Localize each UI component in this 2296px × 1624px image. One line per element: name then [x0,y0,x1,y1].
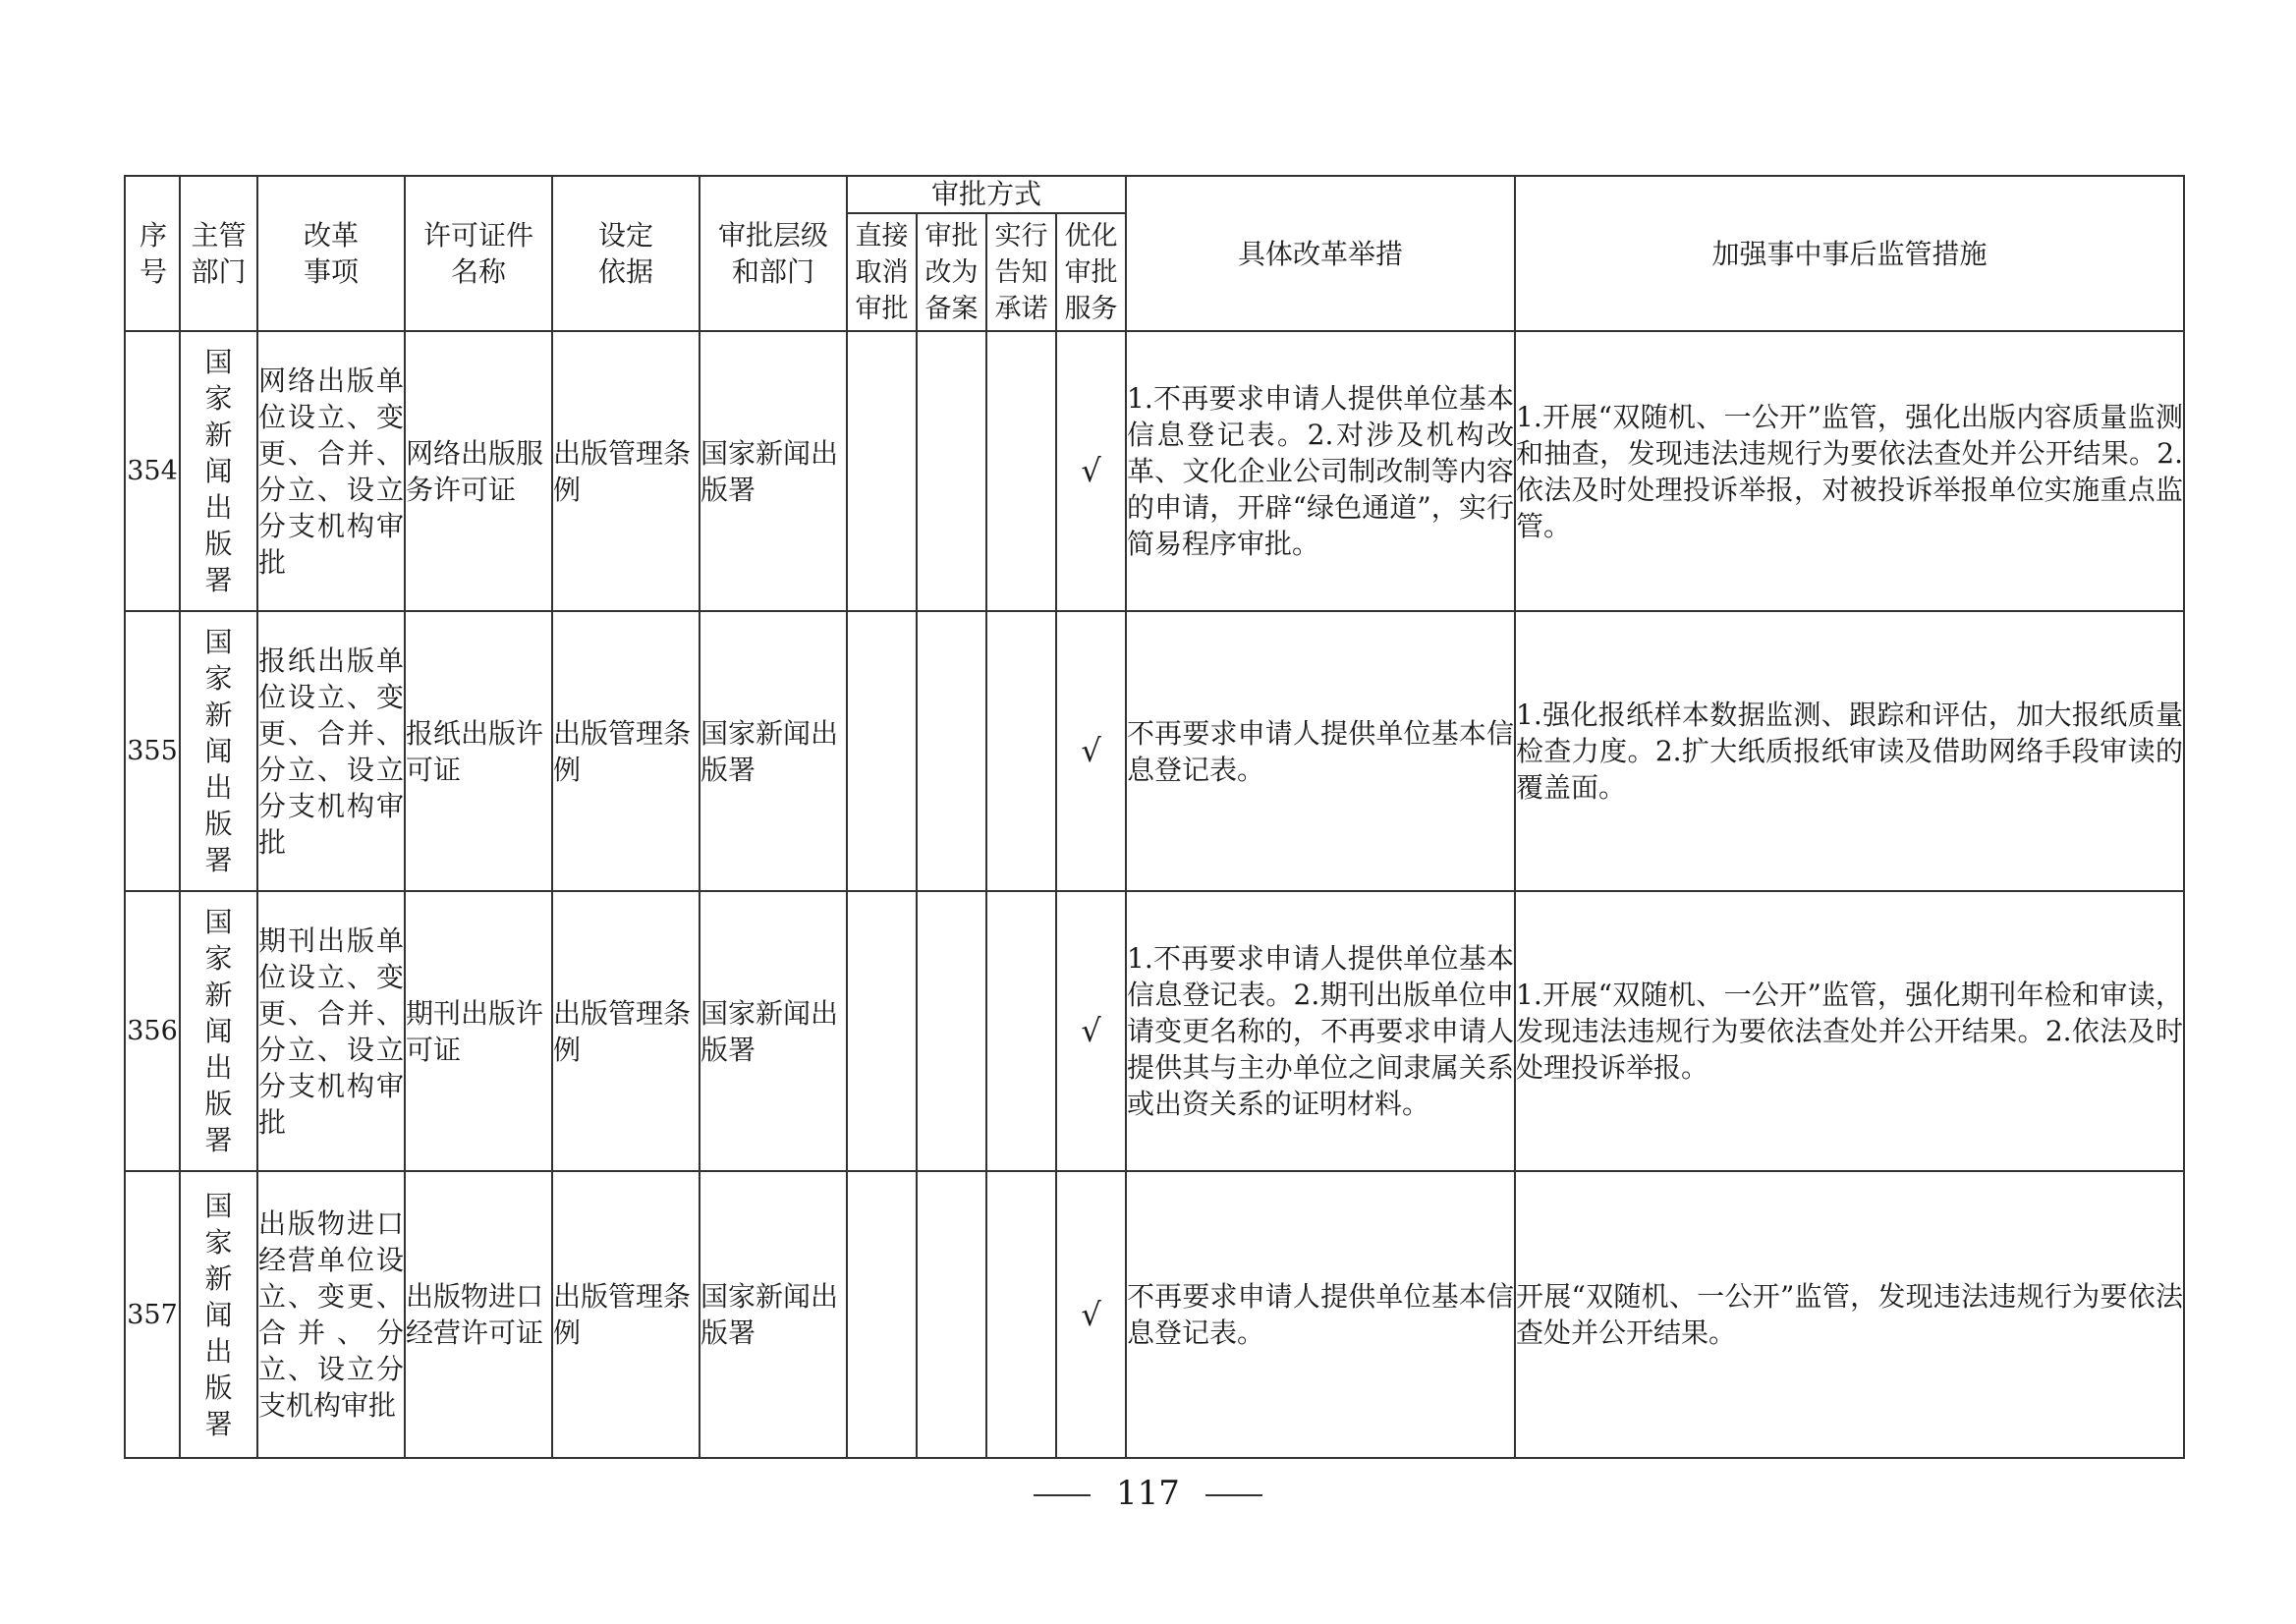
header-license: 许可证件名称 [405,176,552,331]
row-supervision: 1.强化报纸样本数据监测、跟踪和评估，加大报纸质量检查力度。2.扩大纸质报纸审读及借助网络手段审读的覆盖面。 [1515,611,2184,891]
row-seq: 355 [125,611,180,891]
left-dash-decoration [1034,1494,1091,1496]
row-level: 国家新闻出版署 [700,331,847,611]
header-method-cancel: 直接取消审批 [847,213,917,331]
row-item: 报纸出版单位设立、变更、合并、分立、设立分支机构审批 [257,611,405,891]
row-measures: 1.不再要求申请人提供单位基本信息登记表。2.对涉及机构改革、文化企业公司制改制等内容的申请，开辟“绿色通道”，实行简易程序审批。 [1126,331,1515,611]
header-dept: 主管部门 [180,176,257,331]
row-method-optimize-check: √ [1056,331,1126,611]
row-supervision: 开展“双随机、一公开”监管，发现违法违规行为要依法查处并公开结果。 [1515,1171,2184,1458]
row-basis: 出版管理条例 [552,331,700,611]
row-method-optimize-check: √ [1056,1171,1126,1458]
row-item: 期刊出版单位设立、变更、合并、分立、设立分支机构审批 [257,891,405,1171]
row-item: 出版物进口经营单位设立、变更、合并、分立、设立分支机构审批 [257,1171,405,1458]
row-method-notify [986,891,1056,1171]
row-seq: 357 [125,1171,180,1458]
row-seq: 356 [125,891,180,1171]
row-measures: 1.不再要求申请人提供单位基本信息登记表。2.期刊出版单位申请变更名称的，不再要求申请人提供其与主办单位之间隶属关系或出资关系的证明材料。 [1126,891,1515,1171]
row-method-optimize-check: √ [1056,611,1126,891]
table-row [125,331,2184,611]
row-dept: 国家新闻出版署 [180,331,257,611]
row-measures: 不再要求申请人提供单位基本信息登记表。 [1126,1171,1515,1458]
table-row [125,611,2184,891]
row-method-filing [917,331,986,611]
row-seq: 354 [125,331,180,611]
table-row [125,1171,2184,1458]
header-level: 审批层级和部门 [700,176,847,331]
row-method-cancel [847,891,917,1171]
reform-table [124,175,2185,1459]
row-supervision: 1.开展“双随机、一公开”监管，强化出版内容质量监测和抽查，发现违法违规行为要依法查处并公开结果。2.依法及时处理投诉举报，对被投诉举报单位实施重点监管。 [1515,331,2184,611]
row-license: 网络出版服务许可证 [405,331,552,611]
row-basis: 出版管理条例 [552,611,700,891]
header-approval-method: 审批方式 [847,176,1126,213]
row-level: 国家新闻出版署 [700,1171,847,1458]
row-method-filing [917,611,986,891]
header-item: 改革事项 [257,176,405,331]
row-method-filing [917,891,986,1171]
row-dept: 国家新闻出版署 [180,1171,257,1458]
row-method-cancel [847,331,917,611]
row-method-notify [986,331,1056,611]
header-method-filing: 审批改为备案 [917,213,986,331]
row-method-notify [986,611,1056,891]
table-row [125,891,2184,1171]
page-number: 117 [1116,1474,1180,1513]
header-method-optimize: 优化审批服务 [1056,213,1126,331]
row-method-filing [917,1171,986,1458]
row-basis: 出版管理条例 [552,891,700,1171]
row-license: 报纸出版许可证 [405,611,552,891]
row-level: 国家新闻出版署 [700,611,847,891]
row-item: 网络出版单位设立、变更、合并、分立、设立分支机构审批 [257,331,405,611]
row-method-optimize-check: √ [1056,891,1126,1171]
row-method-cancel [847,1171,917,1458]
row-license: 出版物进口经营许可证 [405,1171,552,1458]
row-license: 期刊出版许可证 [405,891,552,1171]
row-method-notify [986,1171,1056,1458]
row-supervision: 1.开展“双随机、一公开”监管，强化期刊年检和审读，发现违法违规行为要依法查处并公开结果。2.依法及时处理投诉举报。 [1515,891,2184,1171]
row-dept: 国家新闻出版署 [180,611,257,891]
header-seq: 序号 [125,176,180,331]
row-level: 国家新闻出版署 [700,891,847,1171]
header-method-notify: 实行告知承诺 [986,213,1056,331]
header-basis: 设定依据 [552,176,700,331]
row-measures: 不再要求申请人提供单位基本信息登记表。 [1126,611,1515,891]
right-dash-decoration [1205,1494,1262,1496]
header-measures: 具体改革举措 [1126,176,1515,331]
row-basis: 出版管理条例 [552,1171,700,1458]
page-number-footer [0,1474,2296,1513]
row-method-cancel [847,611,917,891]
row-dept: 国家新闻出版署 [180,891,257,1171]
header-supervision: 加强事中事后监管措施 [1515,176,2184,331]
